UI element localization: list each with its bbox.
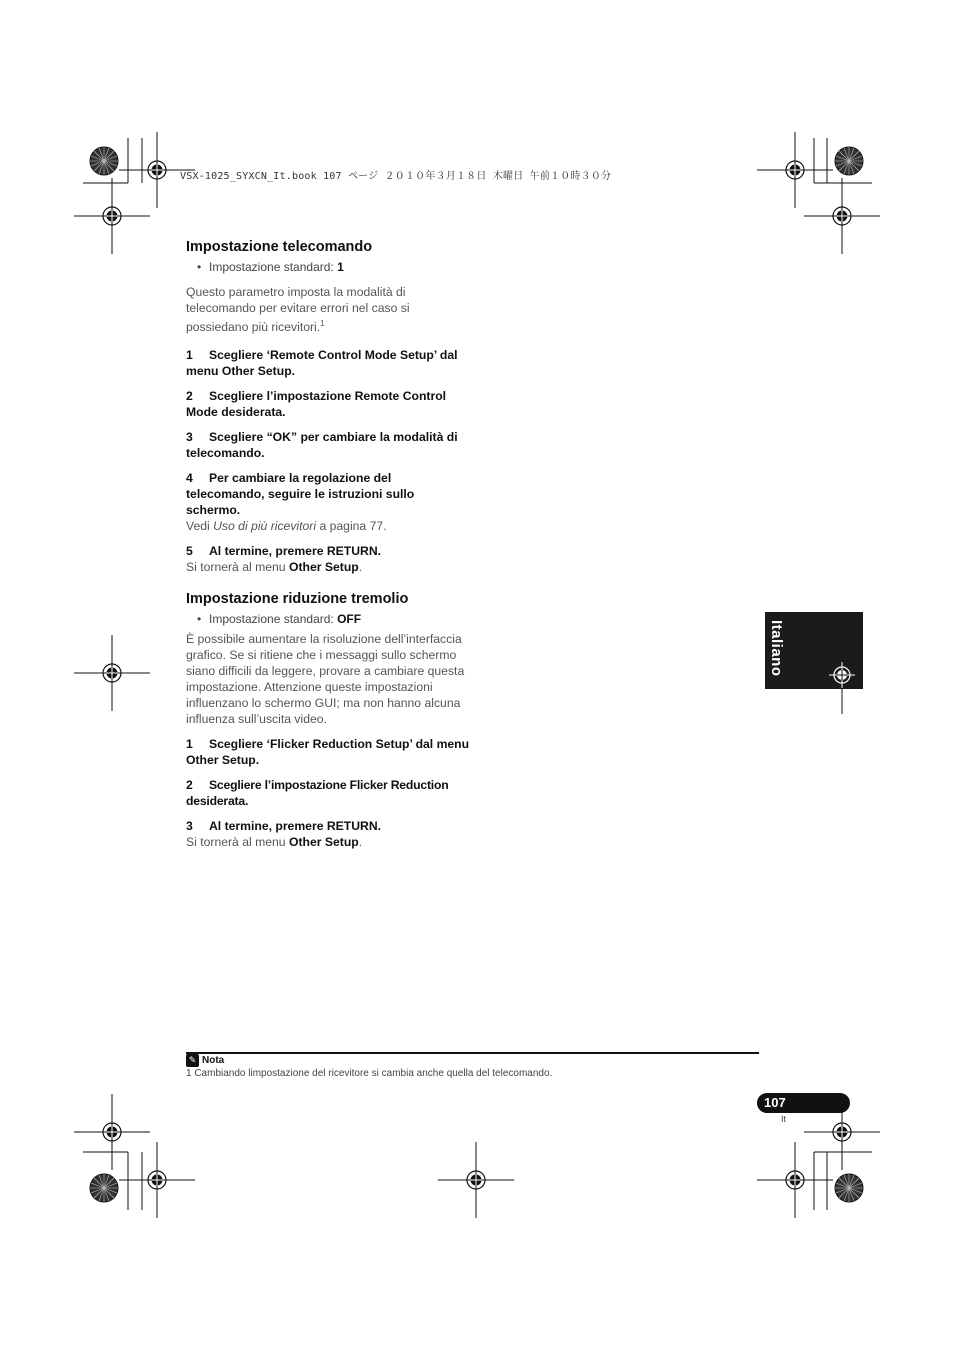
step-remote-4-note: Vedi Uso di più ricevitori a pagina 77. xyxy=(186,519,387,534)
default-setting-flicker: • Impostazione standard: OFF xyxy=(197,612,362,627)
footnote-text: 1 Cambiando limpostazione del ricevitore si cambia anche quella del telecomando. xyxy=(186,1068,553,1079)
default-setting-remote: • Impostazione standard: 1 xyxy=(197,260,344,274)
step-flicker-3: 3 Al termine, premere RETURN. xyxy=(186,819,382,834)
section-title-flicker: Impostazione riduzione tremolio xyxy=(186,591,409,608)
page-number: 107 xyxy=(764,1095,786,1110)
section-title-remote: Impostazione telecomando xyxy=(186,239,373,255)
crosshair-icon xyxy=(829,662,855,688)
main-content xyxy=(186,238,471,850)
step-flicker-2: 2 Scegliere l’impostazione Flicker Reduction desiderata. xyxy=(186,778,449,809)
step-remote-2: 2 Scegliere l’impostazione Remote Control Mode desiderata. xyxy=(186,389,447,420)
intro-flicker: È possibile aumentare la risoluzione dell’interfaccia grafico. Se si ritiene che i messaggi sullo schermo siano difficili da leggere, provare a cambiare questa impostazione. Attenzione queste impostazioni influenzano lo schermo GUI; ma non hanno alcuna influenza sull’uscita video. xyxy=(186,632,465,727)
step-flicker-1: 1 Scegliere ‘Flicker Reduction Setup’ dal menu Other Setup. xyxy=(186,737,470,768)
step-remote-5-note: Si tornerà al menu Other Setup. xyxy=(186,560,363,575)
footnote-rule xyxy=(186,1052,759,1054)
step-remote-1: 1 Scegliere ‘Remote Control Mode Setup’ dal menu Other Setup. xyxy=(186,348,458,379)
nota-heading: ✎ Nota xyxy=(186,1054,224,1067)
step-remote-3: 3 Scegliere “OK” per cambiare la modalità di telecomando. xyxy=(186,430,458,461)
file-info-header: VSX-1025_SYXCN_It.book 107 ページ ２０１０年３月１８日 木曜日 午前１０時３０分 xyxy=(180,171,612,182)
footnote-ref: 1 xyxy=(320,319,325,328)
default-value-flicker: OFF xyxy=(337,612,362,627)
step-remote-5: 5 Al termine, premere RETURN. xyxy=(186,544,382,559)
step-remote-4: 4 Per cambiare la regolazione del telecomando, seguire le istruzioni sullo schermo. xyxy=(186,471,415,518)
crop-line xyxy=(841,688,843,714)
step-flicker-3-note: Si tornerà al menu Other Setup. xyxy=(186,835,363,850)
page-language-code: It xyxy=(781,1114,787,1124)
default-value-remote: 1 xyxy=(337,260,344,274)
note-icon: ✎ xyxy=(186,1054,199,1067)
language-tab-label: Italiano xyxy=(768,620,785,677)
bullet-icon: • xyxy=(197,260,202,274)
intro-remote: Questo parametro imposta la modalità di telecomando per evitare errori nel caso si possiedano più ricevitori.$^1$ xyxy=(186,285,410,335)
bullet-icon: • xyxy=(197,612,202,627)
